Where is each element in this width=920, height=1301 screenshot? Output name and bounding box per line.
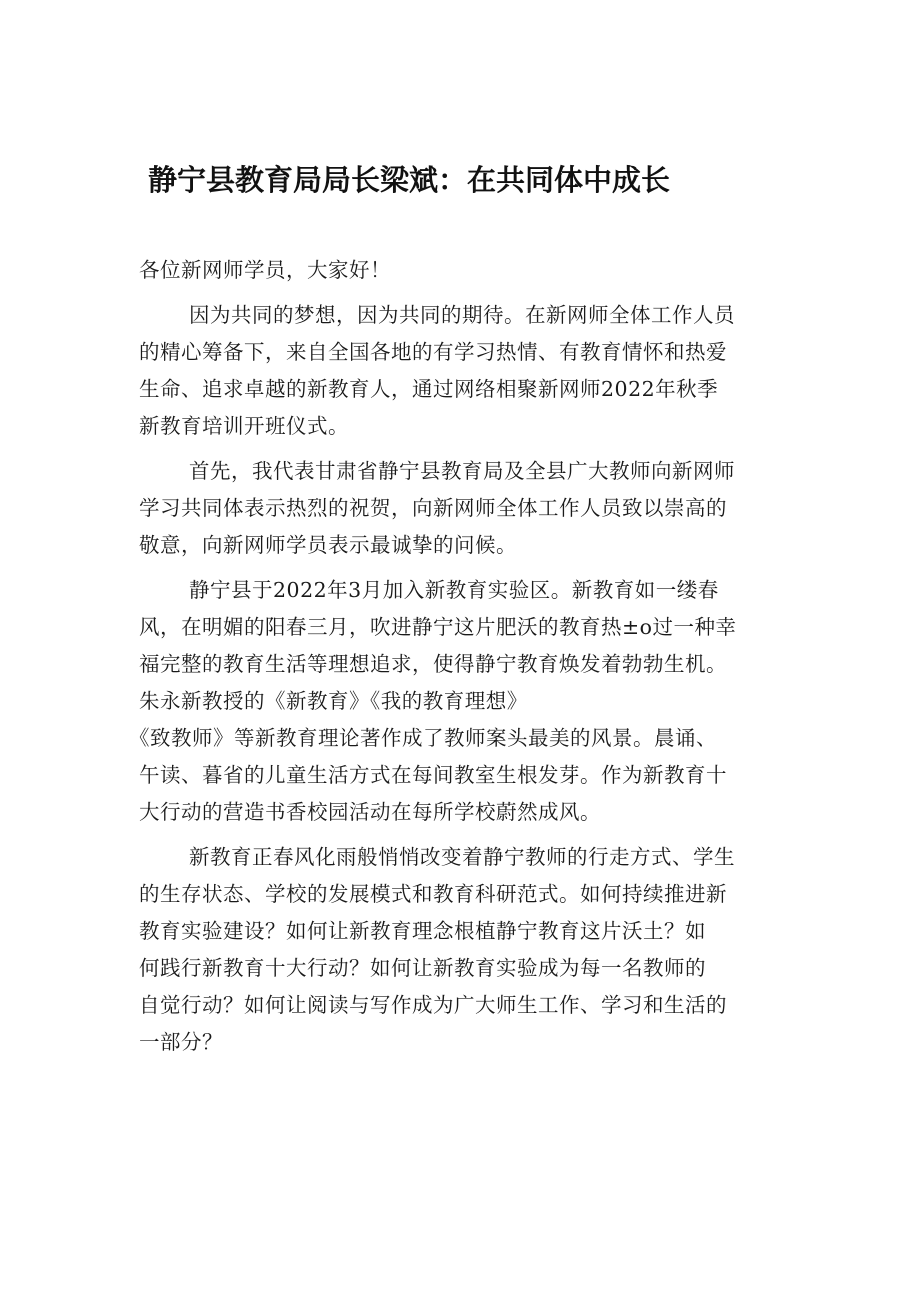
paragraph-line: 午读、暮省的儿童生活方式在每间教室生根发芽。作为新教育十 — [139, 763, 727, 787]
paragraph-line: 的精心筹备下，来自全国各地的有学习热情、有教育情怀和热爱 — [139, 340, 727, 364]
paragraph-line: 新教育正春风化雨般悄悄改变着静宁教师的行走方式、学生 — [189, 845, 735, 869]
paragraph-line: 朱永新教授的《新教育》《我的教育理想》 — [139, 689, 528, 713]
paragraph-line: 风，在明媚的阳春三月，吹进静宁这片肥沃的教育热±o过一种幸 — [139, 615, 737, 639]
paragraph-line: 首先，我代表甘肃省静宁县教育局及全县广大教师向新网师 — [189, 459, 735, 483]
paragraph-line: 静宁县于2022年3月加入新教育实验区。新教育如一缕春 — [189, 578, 719, 602]
paragraph-line: 《致教师》等新教育理论著作成了教师案头最美的风景。晨诵、 — [129, 726, 717, 750]
paragraph-line: 生命、追求卓越的新教育人，通过网络相聚新网师2022年秋季 — [139, 377, 719, 401]
paragraph-line: 大行动的营造书香校园活动在每所学校蔚然成风。 — [139, 800, 601, 824]
paragraph-line: 一部分？ — [139, 1030, 223, 1054]
document-body — [129, 252, 789, 1061]
paragraph-line: 敬意，向新网师学员表示最诚挚的问候。 — [139, 533, 517, 557]
paragraph-line: 新教育培训开班仪式。 — [139, 414, 349, 438]
paragraph-line: 的生存状态、学校的发展模式和教育科研范式。如何持续推进新 — [139, 882, 727, 906]
paragraph-line: 自觉行动？如何让阅读与写作成为广大师生工作、学习和生活的 — [139, 993, 727, 1017]
paragraph-line: 因为共同的梦想，因为共同的期待。在新网师全体工作人员 — [189, 303, 735, 327]
salutation-line: 各位新网师学员，大家好！ — [139, 258, 391, 282]
document-title: 静宁县教育局局长梁斌：在共同体中成长 — [148, 163, 671, 197]
paragraph-line: 何践行新教育十大行动？如何让新教育实验成为每一名教师的 — [139, 956, 706, 980]
paragraph-line: 学习共同体表示热烈的祝贺，向新网师全体工作人员致以崇高的 — [139, 496, 727, 520]
paragraph-line: 教育实验建设？如何让新教育理念根植静宁教育这片沃土？如 — [139, 919, 706, 943]
paragraph-line: 福完整的教育生活等理想追求，使得静宁教育焕发着勃勃生机。 — [139, 652, 727, 676]
